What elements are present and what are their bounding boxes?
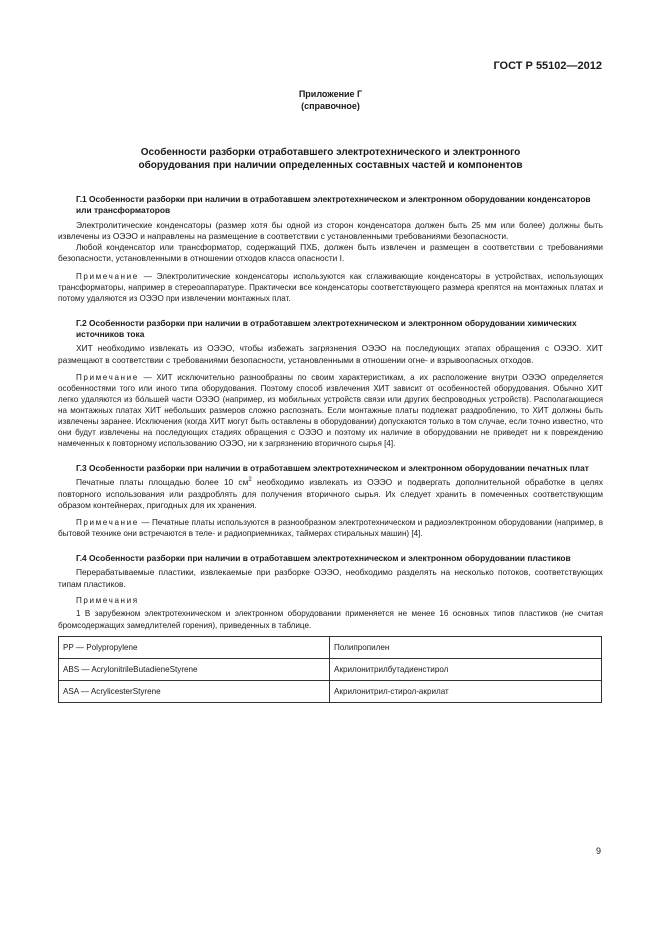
section-title-g2: Г.2 Особенности разборки при наличии в отработавшем электротехническом и электронном оборудовании химических источников тока [76,317,577,340]
note-item: 1 В зарубежном электротехническом и электронном оборудовании применяется не менее 16 основных типов пластиков (не считая бромсодержащих замедлителей горения), приведенных в таблице. [58,609,603,630]
plastics-table [58,636,602,703]
note-text: — Печатные платы используются в разнообразном электротехническом и радиоэлектронном оборудовании (например, в бытовой технике они встречаются в теле- и радиоприемниках, таймерах стиральных машин) [4]. [58,518,603,539]
section-title-g1: Г.1 Особенности разборки при наличии в отработавшем электротехническом и электронном оборудовании конденсаторов или трансформаторов [76,194,591,216]
table-row [59,636,602,658]
note-label: Примечание [76,372,139,382]
page-number: 9 [595,846,601,856]
table-cell: Акрилонитрилбутадиенстирол [330,658,602,680]
para-text-post: необходимо извлекать из ОЭЭО и подвергать дополнительной обработке в целях повторного использования или раздроблять для получения вторичного сырья. Их следует хранить в помеченных соответствующим образом контейнерах, пригодных для их хранения. [58,477,604,510]
annex-type: (справочное) [301,101,360,111]
para-text-pre: Печатные платы площадью более 10 см [76,477,249,488]
note-text: — Электролитические конденсаторы используются как сглаживающие конденсаторы в устройствах, использующих трансформаторы, например в стереоаппаратуре. Практически все конденсаторы соответствующего размера крепятся на монтажных платах и потому удаляются из ОЭЭО при извлечении монтажных плат. [58,271,603,303]
main-title-line-1: Особенности разборки отработавшего электротехнического и электронного [140,147,521,158]
table-row [59,680,602,702]
paragraph: Электролитические конденсаторы (размер хотя бы одной из сторон конденсатора должен быть 25 мм или более) должны быть извлечены из ОЭЭО и направлены на размещение в соответствии с установленными требованиями безопасности. [58,219,603,241]
annex-title: Приложение Г [298,89,363,99]
paragraph: Любой конденсатор или трансформатор, содержащий ПХБ, должен быть извлечен и размещен в соответствии с требованиями безопасности, установленными в отношении отходов класса опасности I. [58,242,603,264]
document-code: ГОСТ Р 55102—2012 [493,60,602,72]
paragraph: ХИТ необходимо извлекать из ОЭЭО, чтобы избежать загрязнения ОЭЭО на последующих этапах обращения с ОЭЭО. ХИТ размещают в соответствии с требованиями безопасности, установленными в отношении огне- и взрывоопасных отходов. [58,343,603,365]
main-title [58,146,603,172]
note-label: Примечание [76,271,139,281]
page-content [58,88,603,703]
note-text: — ХИТ исключительно разнообразны по своим характеристикам, а их расположение внутри ОЭЭО определяется особенностями того или иного типа оборудования. Поэтому способ извлечения ХИТ зависит от особенностей оборудования. Обычно ХИТ легко удаляются из бóльшей части ОЭЭО (например, из мобильных устройств связи или других беспроводных устройств). Располагающиеся на монтажных платах ХИТ небольших размеров сложно распознать. Если монтажные платы подлежат раздроблению, то ХИТ должны быть извлечены заранее. Исключения (когда ХИТ могут быть оставлены в оборудовании) допускаются только в том случае, если точно известно, что они будут извлечены на последующих стадиях обращения с ОЭЭО и поэтому их наличие в оборудовании не приведет ни к повреждению намеченных к повторному использованию ОЭЭО, ни к загрязнению вторичного сырья [4]. [58,372,603,448]
note-label: Примечание [76,518,139,528]
table-cell: PP — Polypropylene [59,636,330,658]
paragraph [58,477,603,511]
section-title-g4: Г.4 Особенности разборки при наличии в отработавшем электротехническом и электронном оборудовании пластиков [76,553,571,564]
table-row [59,658,602,680]
note [58,271,603,304]
paragraph: Перерабатываемые пластики, извлекаемые при разборке ОЭЭО, необходимо разделять на несколько потоков, соответствующих типам пластиков. [58,567,603,589]
note [58,372,603,449]
notes-label: Примечания [76,596,139,606]
superscript: 2 [248,477,252,484]
section-title-g3: Г.3 Особенности разборки при наличии в отработавшем электротехническом и электронном оборудовании печатных плат [76,462,589,473]
table-cell: ASA — AcrylicesterStyrene [59,680,330,702]
table-cell: Полипропилен [330,636,602,658]
note [58,517,603,539]
table-cell: Акрилонитрил-стирол-акрилат [330,680,602,702]
main-title-line-2: оборудования при наличии определенных составных частей и компонентов [138,160,523,171]
table-cell: ABS — AcrylonitrileButadieneStyrene [59,658,330,680]
